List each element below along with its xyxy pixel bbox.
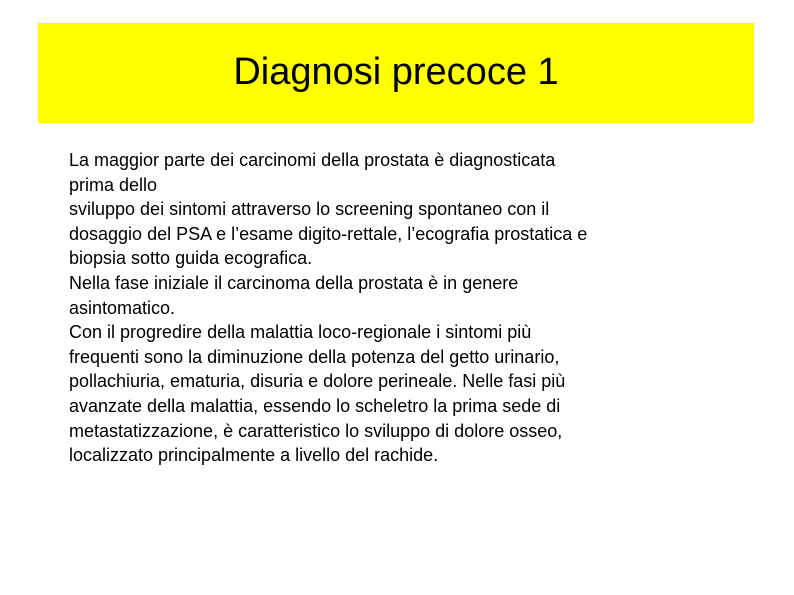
body-text	[69, 148, 759, 468]
body-line: biopsia sotto guida ecografica.	[69, 248, 313, 269]
body-line: La maggior parte dei carcinomi della prostata è diagnosticata	[69, 150, 556, 170]
slide-title: Diagnosi precoce 1	[233, 51, 559, 93]
body-line: Con il progredire della malattia loco-regionale i sintomi più	[69, 322, 532, 343]
body-line: asintomatico.	[69, 297, 176, 318]
body-line: avanzate della malattia, essendo lo scheletro la prima sede di	[69, 395, 561, 416]
title-banner	[38, 23, 754, 123]
body-line: metastatizzazione, è caratteristico lo sviluppo di dolore osseo,	[69, 420, 563, 441]
body-line: localizzato principalmente a livello del rachide.	[69, 445, 439, 466]
body-line: frequenti sono la diminuzione della potenza del getto urinario,	[69, 346, 560, 367]
body-line: prima dello	[69, 174, 158, 195]
body-line: Nella fase iniziale il carcinoma della prostata è in genere	[69, 272, 519, 293]
body-line: sviluppo dei sintomi attraverso lo screening spontaneo con il	[69, 199, 550, 220]
body-line: pollachiuria, ematuria, disuria e dolore perineale. Nelle fasi più	[69, 371, 566, 392]
body-line: dosaggio del PSA e l’esame digito-rettale, l’ecografia prostatica e	[69, 223, 588, 244]
